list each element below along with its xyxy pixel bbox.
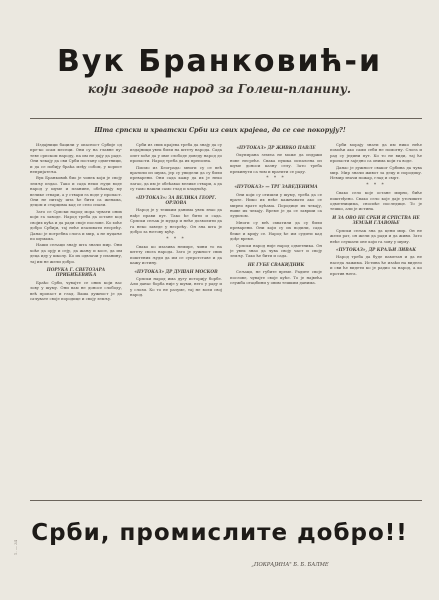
paragraph: Данас је дужност сваког Србина да чува мир. Мир значи живот за децу и породицу. Немир значи пожар, глад и смрт.	[330, 164, 422, 181]
edge-mark: 1. — 34	[13, 539, 19, 556]
paragraph: Српски сељак зна да цени мир. Он не жели рат, он жели да ради и да живи. Зато неће слушати оне који га зову у шуму.	[330, 227, 422, 244]
paragraph: Народ је у тешким данима увек знао да нађе прави пут. Тако ће бити и сада. Српски сељак је мудар и неће дозволити да га неко заведе у несрећу. Он зна шта је добро за његову кућу.	[130, 207, 222, 235]
article-column	[30, 142, 122, 487]
section-divider: * * *	[166, 236, 186, 242]
paragraph: Свако село које остане мирно, биће поштеђено. Свако село које даје уточиште одметницима, сносиће последице. То је тешко, али је истина.	[330, 190, 422, 212]
paragraph: Народ треба да буде паметан и да не наседа лажима. Истина ће изаћи на видело и сви ће видети ко је радио за народ, а ко против њега.	[330, 254, 422, 276]
section-divider: * * *	[366, 182, 386, 188]
paragraph: Окупирана земља не може да издржи нове несреће. Свака пушка испаљена из шуме доноси казну селу. Зато треба прекинути са тим и вратити се раду.	[230, 152, 322, 174]
section-divider: * * *	[266, 176, 286, 182]
section-title: И ЗА ОВО НЕ СРБИ И СРПСТВА НЕ ЗЕМЉИ ГЛАВОЊЕ	[332, 214, 420, 226]
paragraph: Наши сељаци знају шта значи мир. Они хоће да орју и сеју, да жању и косе, да им деца иду у школу. Ко их одвлачи у планину, тај им не жели добро.	[30, 242, 122, 264]
section-title: «ПУТОКАЗ» ДР ЖИВКО ПАВЛЕ	[236, 145, 316, 150]
paragraph: Браћо Срби, чувајте се оних који вас зову у шуму. Они вам не доносе слободу, већ пропаст и глад. Ваша дужност је да сачувате своје породице и своју земљу.	[30, 279, 122, 301]
article-columns	[30, 142, 422, 487]
bottom-rule	[30, 500, 422, 501]
paragraph: Срби морају знати да им нико неће помоћи ако сами себи не помогну. Слога и рад су једини пут. Ко то не види, тај ће пропасти заједно са онима који га воде.	[330, 142, 422, 164]
section-title: «ПУТОКАЗ» — ТРГ ЗАВЕДЕНИМА	[234, 184, 318, 190]
top-rule	[30, 118, 422, 119]
paragraph: Сељаци, не губите време. Радите своје послове, чувајте своје куће. То је највећа служба отаџбини у овим тешким данима.	[230, 269, 322, 285]
paragraph: Свако ко изазива немире, чини то на штету свога народа. Зато је дужност свих поштених људи да им се супротставе и да кажу истину.	[130, 243, 222, 266]
section-title: ПОРУКА Г. СВЕТОЗАРА ПРИБИЋЕВИЋА	[46, 266, 106, 278]
paragraph: Они који су отишли у шуму, треба да се врате. Нико их неће кажњавати ако се мирно врате кућама. Породице их чекају, њиве их чекају. Време је да се заврши са лудилом.	[230, 191, 322, 219]
paragraph: Срби из свих крајева треба да знају да су издајници увек били на штету народа. Сада опет хоће да у име слободе доведу народ до пропасти. Народ треба да их препозна.	[130, 142, 222, 164]
paragraph: Многи су већ схватили да су били преварени. Они који су их водили, сада беже и крију се. Народ ће им судити кад дође време.	[230, 219, 322, 242]
section-title: «ПУТОКАЗ», ДР КРАЉИ ЛИВАК	[335, 246, 417, 252]
section-title: НЕ ГУБЕ СВАКИДНИК	[247, 261, 305, 267]
paragraph: Српски народ није народ одметника. Он је увек знао да чува своју част и своју земљу. Тако ће бити и сада.	[230, 242, 322, 259]
article-column	[230, 142, 322, 487]
sub-heading: Шта српски и хрватски Срби из свих крајева, да се све покорују?!	[94, 126, 346, 134]
headline-subtitle: који заводе народ за Голеш-планину.	[87, 82, 352, 96]
paragraph: Вук Бранковић био је човек који је своју земљу издао. Тако и сада неки људи воде народ у шуме и планине, обећавају му велике ствари, а у ствари га воде у пропаст. Они не питају шта ће бити са женама, децом и старцима кад се село спали.	[30, 175, 122, 208]
byline: „ПОКРАЈИНА" Б. Б. БАЛМЕ	[251, 562, 329, 568]
bottom-headline: Срби, промислите добро!!	[31, 520, 408, 546]
article-column	[330, 142, 422, 487]
section-title: «ПУТОКАЗ» ДР ДУШАН МОСКОВ	[134, 268, 218, 274]
paragraph: Издајници бацили у опасност Србије од пре-ко осам месеци. Они су на главне пу-теве српском народу, па им не дају да раде. Они чекају да сви Срби постану одметници, и да се побију браћа међу собом, у корист непријатеља.	[30, 142, 122, 175]
paragraph: Српски народ има дугу историју борбе. Али данас борба није у шуми, него у раду и у слози. Ко то не разуме, тај не воли свој народ.	[130, 275, 222, 298]
paragraph: Писмо из Београда: многи су се већ вратили из шума, јер су увидели да су били преварени. Они сада кажу да их је неко лагао, да им је обећавао велике ствари, а да су тамо нашли само глад и хладноћу.	[130, 164, 222, 192]
paragraph: Зато се Српски народ мора чувати оних који га заводе. Народ треба да остане код својих кућа и да ради своје послове. Ко хоће добро Србији, тај неће изазивати несрећу. Данас је потребна слога и мир, а не пуцање по шумама.	[30, 208, 122, 241]
section-title: «ПУТОКАЗ»: ЗА ВЕЛИКА ГЕОРГ. ОРЛОВА	[135, 194, 217, 206]
article-column	[130, 142, 222, 487]
main-headline: Вук Бранковић-и	[56, 44, 383, 79]
